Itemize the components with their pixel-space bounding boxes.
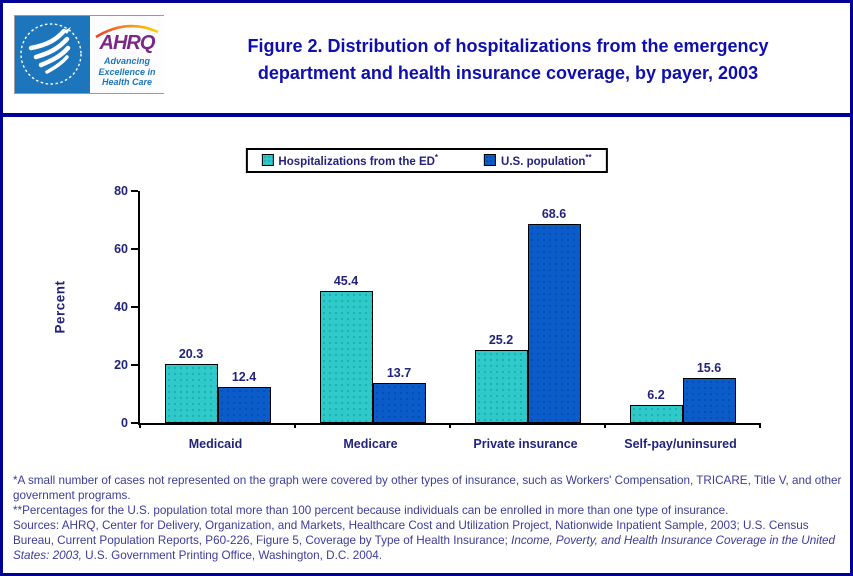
- hhs-seal: [15, 16, 90, 93]
- ahrq-logo: [90, 16, 164, 93]
- bar: [630, 405, 683, 423]
- y-tick-mark: [131, 364, 138, 366]
- bar-column: [683, 191, 736, 423]
- bar-value-label: 20.3: [178, 347, 204, 362]
- legend-item-population: [484, 153, 592, 168]
- category-label: Private insurance: [473, 437, 578, 451]
- x-tick-mark: [604, 423, 606, 428]
- ahrq-acronym: AHRQ: [99, 32, 155, 55]
- bar: [373, 383, 426, 423]
- y-tick-label: 0: [121, 415, 128, 430]
- legend-label-population: U.S. population**: [501, 153, 592, 168]
- hhs-eagle-icon: [15, 16, 88, 93]
- ahrq-tagline: Advancing Excellence in Health Care: [98, 56, 156, 88]
- y-tick-mark: [131, 306, 138, 308]
- figure-title-line1: Figure 2. Distribution of hospitalizations from the emergency: [247, 36, 769, 56]
- y-tick-label: 20: [114, 357, 128, 372]
- bar-group: [295, 191, 450, 423]
- y-tick-mark: [131, 248, 138, 250]
- bar-group: [605, 191, 760, 423]
- legend-item-ed: [261, 153, 438, 168]
- x-tick-mark: [759, 423, 761, 428]
- bar-value-label: 12.4: [231, 370, 257, 385]
- bar-column: [218, 191, 271, 423]
- bar: [165, 364, 218, 423]
- y-tick-label: 60: [114, 241, 128, 256]
- y-tick-mark: [131, 422, 138, 424]
- footnote-1: *A small number of cases not represented on the graph were covered by other types of insurance, such as Workers' Compensation, TRICARE, Title V, and other government programs.: [13, 474, 842, 502]
- y-tick-mark: [131, 190, 138, 192]
- bar-value-label: 13.7: [386, 366, 412, 381]
- bar-value-label: 15.6: [696, 360, 722, 375]
- bar: [683, 378, 736, 423]
- y-tick-label: 40: [114, 299, 128, 314]
- chart-legend: [245, 148, 607, 173]
- bar-value-label: 45.4: [333, 274, 359, 289]
- legend-swatch-ed: [261, 154, 273, 166]
- bar-value-label: 25.2: [488, 332, 514, 347]
- figure-title: [178, 33, 838, 87]
- bar-value-label: 6.2: [647, 388, 665, 403]
- bar-group: [450, 191, 605, 423]
- legend-label-ed: Hospitalizations from the ED*: [278, 153, 439, 168]
- sources-italic-title: Income, Poverty, and Health Insurance Coverage in the United States: 2003,: [13, 533, 836, 562]
- plot-area: [114, 183, 760, 430]
- bar-value-label: 68.6: [541, 207, 567, 222]
- category-label: Self-pay/uninsured: [624, 437, 737, 451]
- category-labels: [138, 437, 758, 451]
- footnote-2: **Percentages for the U.S. population total more than 100 percent because individuals can be enrolled in more than one type of insurance.: [13, 503, 729, 517]
- bar-column: [475, 191, 528, 423]
- bar-group: [140, 191, 295, 423]
- bar: [528, 224, 581, 423]
- footnote-sources: Sources: AHRQ, Center for Delivery, Organization, and Markets, Healthcare Cost and Utilization Project, Nationwide Inpatient Sample, 2003; U.S. Census Bureau, Current Population Reports, P60-226, Figure 5, Coverage by Type of Health Insurance; Income, Poverty, and Health Insurance Coverage in the United States: 2003, U.S. Government Printing Office, Washington, D.C. 2004.: [13, 518, 836, 562]
- bar-column: [320, 191, 373, 423]
- figure-title-line2: department and health insurance coverage, by payer, 2003: [257, 63, 759, 83]
- category-label: Medicaid: [188, 437, 243, 451]
- bars-row: [140, 191, 760, 423]
- y-axis-title: Percent: [52, 280, 68, 334]
- y-tick-label: 80: [114, 183, 128, 198]
- bar-column: [630, 191, 683, 423]
- chart-area: [3, 117, 850, 473]
- legend-swatch-population: [484, 154, 496, 166]
- bar: [218, 387, 271, 423]
- x-tick-mark: [294, 423, 296, 428]
- ahrq-hhs-logo: [14, 15, 164, 94]
- bar-column: [528, 191, 581, 423]
- x-tick-mark: [139, 423, 141, 428]
- bar: [475, 350, 528, 423]
- header: [3, 3, 850, 113]
- footnotes: [13, 474, 842, 564]
- bar-column: [373, 191, 426, 423]
- x-tick-mark: [449, 423, 451, 428]
- category-label: Medicare: [343, 437, 398, 451]
- bar: [320, 291, 373, 423]
- bar-column: [165, 191, 218, 423]
